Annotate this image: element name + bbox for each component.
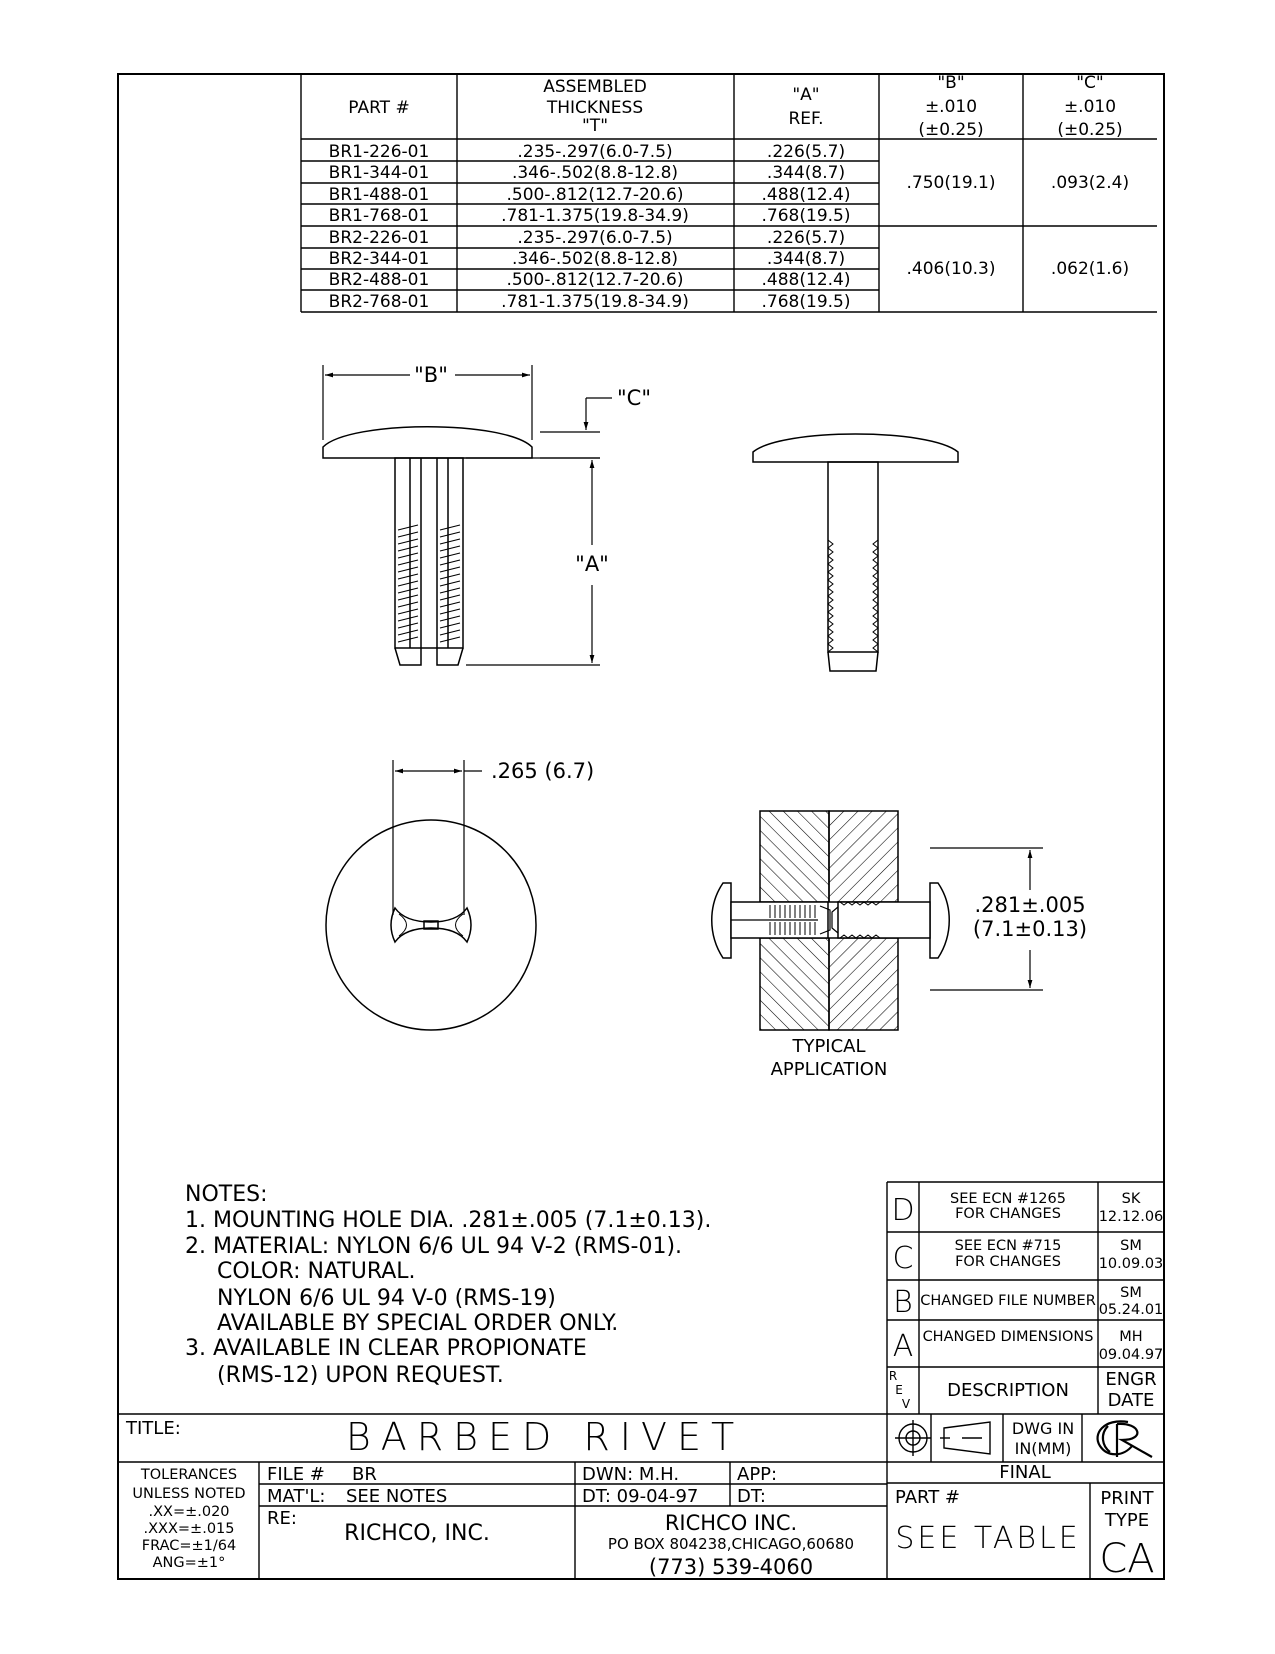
right-rivet-head (930, 883, 949, 958)
rev-header-date: DATE (1107, 1390, 1155, 1411)
rev-letter: B (893, 1285, 913, 1320)
group-b: .750(19.1) (906, 173, 996, 193)
part-label: PART # (895, 1487, 961, 1508)
hole-dim-line-2: (7.1±0.13) (972, 917, 1088, 941)
header-a-2: REF. (788, 109, 824, 129)
tolerance-line: .XXX=±.015 (143, 1521, 235, 1537)
rev-header-e: E (895, 1383, 903, 1397)
note-line: 3. AVAILABLE IN CLEAR PROPIONATE (185, 1336, 587, 1361)
company-address: PO BOX 804238,CHICAGO,60680 (607, 1535, 855, 1553)
dim-b-label: "B" (414, 363, 448, 387)
tolerance-line: TOLERANCES (140, 1467, 238, 1483)
rev-letter: C (892, 1241, 914, 1276)
note-line: NYLON 6/6 UL 94 V-0 (RMS-19) (217, 1286, 556, 1311)
parts-table (301, 74, 1157, 312)
rev-header-r: R (888, 1369, 898, 1383)
table-header (348, 73, 1122, 140)
rev-engr: SM (1120, 1238, 1142, 1254)
table-body (329, 142, 1129, 312)
note-line: COLOR: NATURAL. (217, 1259, 416, 1284)
rev-header-desc: DESCRIPTION (947, 1380, 1069, 1401)
file-label: FILE # (267, 1464, 325, 1485)
header-thickness-2: THICKNESS (546, 98, 644, 118)
note-line: 2. MATERIAL: NYLON 6/6 UL 94 V-2 (RMS-01). (185, 1234, 683, 1259)
row-thickness: .500-.812(12.7-20.6) (506, 185, 684, 205)
note-line: AVAILABLE BY SPECIAL ORDER ONLY. (217, 1311, 619, 1336)
rivet-side-view (753, 434, 958, 671)
header-b-1: "B" (937, 73, 965, 93)
note-line: (RMS-12) UPON REQUEST. (217, 1363, 504, 1388)
header-thickness-3: "T" (581, 116, 609, 136)
dim-c-label: "C" (617, 386, 651, 410)
richco-logo (1098, 1421, 1152, 1457)
rev-engr: SK (1121, 1191, 1141, 1207)
header-c-2: ±.010 (1063, 97, 1117, 117)
matl-label: MAT'L: (267, 1486, 326, 1507)
revision-rows (889, 1191, 1163, 1411)
row-thickness: .781-1.375(19.8-34.9) (501, 206, 689, 226)
rivet-barbs (398, 525, 460, 642)
row-part: BR1-226-01 (328, 142, 430, 162)
rev-date: 05.24.01 (1098, 1302, 1164, 1318)
projection-symbol (895, 1420, 990, 1456)
row-part: BR1-344-01 (328, 163, 430, 183)
rev-header-engr: ENGR (1105, 1369, 1157, 1390)
rev-date: 12.12.06 (1098, 1209, 1164, 1225)
side-barbs (828, 540, 878, 652)
note-line: 1. MOUNTING HOLE DIA. .281±.005 (7.1±0.13). (185, 1208, 712, 1233)
header-b-2: ±.010 (924, 97, 978, 117)
re-value: RICHCO, INC. (344, 1521, 490, 1546)
dt-field: DT: 09-04-97 (582, 1486, 699, 1507)
row-part: BR2-226-01 (328, 228, 430, 248)
row-a: .226(5.7) (766, 142, 846, 162)
row-thickness: .235-.297(6.0-7.5) (517, 228, 673, 248)
rivet-front-view (323, 427, 532, 665)
row-a: .344(8.7) (766, 249, 846, 269)
matl-value: SEE NOTES (346, 1486, 448, 1507)
hole-dim-line-1: .281±.005 (974, 893, 1086, 917)
drawing-title: BARBED RIVET (345, 1415, 745, 1459)
group-c: .062(1.6) (1050, 259, 1130, 279)
dwg-units-1: DWG IN (1011, 1419, 1075, 1438)
row-part: BR1-488-01 (328, 185, 430, 205)
dt2-field: DT: (737, 1486, 766, 1507)
header-thickness-1: ASSEMBLED (543, 77, 647, 97)
print-type-1: PRINT (1100, 1488, 1154, 1509)
row-part: BR1-768-01 (328, 206, 430, 226)
tolerance-line: ANG=±1° (152, 1555, 226, 1571)
row-thickness: .500-.812(12.7-20.6) (506, 270, 684, 290)
rev-engr: SM (1120, 1285, 1142, 1301)
row-a: .344(8.7) (766, 163, 846, 183)
header-b-3: (±0.25) (918, 120, 984, 140)
dwg-units-2: IN(MM) (1014, 1439, 1072, 1458)
row-thickness: .346-.502(8.8-12.8) (511, 163, 679, 183)
header-part: PART # (348, 98, 410, 118)
row-thickness: .781-1.375(19.8-34.9) (501, 292, 689, 312)
dim-a-label: "A" (575, 552, 609, 576)
app-label-2: APPLICATION (770, 1059, 888, 1080)
print-type-2: TYPE (1104, 1510, 1150, 1531)
slot-dim-label: .265 (6.7) (491, 759, 595, 783)
company-name: RICHCO INC. (664, 1511, 798, 1535)
row-a: .226(5.7) (766, 228, 846, 248)
rev-desc: SEE ECN #1265 (950, 1191, 1066, 1207)
rev-desc: FOR CHANGES (955, 1254, 1061, 1270)
row-a: .488(12.4) (761, 270, 851, 290)
rev-date: 09.04.97 (1098, 1347, 1164, 1363)
re-label: RE: (267, 1508, 297, 1529)
tolerances-block (132, 1467, 245, 1571)
notes (185, 1182, 711, 1388)
rivet-top-view (326, 820, 536, 1030)
row-part: BR2-488-01 (328, 270, 430, 290)
slot-dimension (393, 760, 482, 915)
left-rivet-head (712, 883, 731, 958)
rev-desc: SEE ECN #715 (954, 1238, 1062, 1254)
header-c-1: "C" (1076, 73, 1104, 93)
title-label: TITLE: (126, 1418, 181, 1439)
part-value: SEE TABLE (895, 1521, 1081, 1556)
group-b: .406(10.3) (906, 259, 996, 279)
rev-desc: CHANGED FILE NUMBER (920, 1293, 1096, 1309)
dwn-field: DWN: M.H. (582, 1464, 680, 1485)
rev-date: 10.09.03 (1098, 1256, 1164, 1272)
row-a: .768(19.5) (761, 292, 851, 312)
row-a: .488(12.4) (761, 185, 851, 205)
file-value: BR (352, 1464, 377, 1485)
front-dimensions (323, 365, 612, 665)
tolerance-line: UNLESS NOTED (132, 1486, 246, 1502)
row-part: BR2-768-01 (328, 292, 430, 312)
app-label-1: TYPICAL (792, 1036, 866, 1057)
rev-desc: CHANGED DIMENSIONS (922, 1329, 1094, 1345)
tolerance-line: FRAC=±1/64 (141, 1538, 237, 1554)
title-block-fields (267, 1462, 1155, 1582)
tolerance-line: .XX=±.020 (148, 1504, 230, 1520)
company-phone: (773) 539-4060 (648, 1555, 814, 1579)
rev-engr: MH (1119, 1329, 1143, 1345)
rev-desc: FOR CHANGES (955, 1206, 1061, 1222)
header-c-3: (±0.25) (1057, 120, 1123, 140)
row-part: BR2-344-01 (328, 249, 430, 269)
row-thickness: .235-.297(6.0-7.5) (517, 142, 673, 162)
notes-title: NOTES: (185, 1182, 268, 1207)
status: FINAL (999, 1462, 1051, 1483)
rev-header-v: V (901, 1397, 911, 1411)
group-c: .093(2.4) (1050, 173, 1130, 193)
rev-letter: A (892, 1329, 914, 1364)
header-a-1: "A" (792, 85, 820, 105)
app-field: APP: (737, 1464, 778, 1485)
typical-application (712, 811, 950, 1030)
row-thickness: .346-.502(8.8-12.8) (511, 249, 679, 269)
rev-letter: D (891, 1193, 915, 1228)
row-a: .768(19.5) (761, 206, 851, 226)
print-value: CA (1099, 1536, 1155, 1582)
